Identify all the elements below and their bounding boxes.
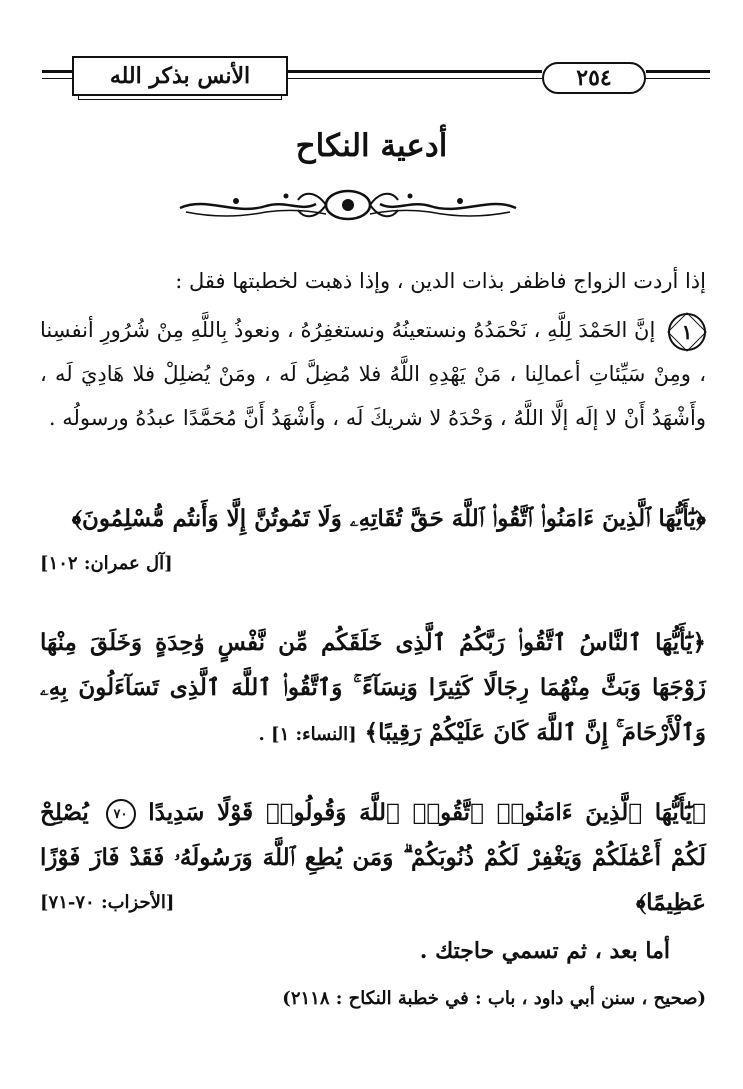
verse-number-marker: ٧٠	[106, 799, 136, 829]
verse-text-continued: يُصْلِحْ لَكُمْ أَعْمَٰلَكُمْ وَيَغْفِرْ لَكُمْ ذُنُوبَكُمْ ۗ وَمَن يُطِعِ ٱللَّهَ وَرَسُولَهُۥ فَقَدْ فَازَ فَوْزًا عَظِيمًا﴾	[40, 799, 706, 916]
source-citation: (صحيح ، سنن أبي داود ، باب : في خطبة النكاح : ٢١١٨)	[282, 988, 706, 1009]
closing-line: أما بعد ، ثم تسمي حاجتك .	[419, 938, 670, 964]
header-rule-right-thin	[646, 78, 710, 79]
header-rule-left-thin	[42, 78, 72, 79]
hadith-text: إنَّ الحَمْدَ لِلَّهِ ، نَحْمَدُهُ ونستعينُهُ ونستغفِرُهُ ، ونعوذُ بِاللَّهِ مِنْ شُرُورِ أنفسِنا ، ومِنْ سَيِّئاتِ أعمالِنا ، مَنْ يَهْدِهِ اللَّهُ فلا مُضِلَّ لَه ، ومَنْ يُضلِلْ فلا هَادِيَ لَه ، وأَشْهَدُ أَنْ لا إلَه إلَّا اللَّهُ ، وَحْدَهُ لا شريكَ لَه ، وأَشْهَدُ أَنَّ مُحَمَّدًا عبدُهُ ورسولُه .	[40, 318, 706, 430]
header-rule-left	[42, 70, 72, 73]
header-rule-middle	[284, 70, 542, 73]
page-header	[42, 56, 710, 96]
ornament-divider-icon	[176, 186, 520, 224]
verse-text: ﴿يَٰٓأَيُّهَا ٱلَّذِينَ ءَامَنُوا۟ ٱتَّقُوا۟ ٱللَّهَ حَقَّ تُقَاتِهِۦ وَلَا تَمُوتُنَّ إِلَّا وَأَنتُم مُّسْلِمُونَ﴾	[71, 505, 706, 532]
verse-text: ﴿يَٰٓأَيُّهَا ٱلَّذِينَ ءَامَنُوا۟ ٱتَّقُوا۟ ٱللَّهَ وَقُولُوا۟ قَوْلًا سَدِيدًا	[148, 799, 706, 826]
intro-paragraph	[40, 260, 706, 303]
hadith-number-badge	[668, 313, 706, 351]
verse-reference: [آل عمران: ١٠٢]	[40, 553, 173, 574]
verse-reference: [الأحزاب: ٧٠-٧١]	[40, 892, 175, 913]
hadith-block	[40, 308, 706, 440]
verse-an-nisa	[40, 620, 706, 757]
intro-text: إذا أردت الزواج فاظفر بذات الدين ، وإذا ذهبت لخطبتها فقل :	[175, 269, 706, 293]
header-rule-middle-thin	[284, 78, 542, 79]
verse-al-ahzab	[40, 790, 706, 925]
verse-reference: [النساء: ١] .	[258, 724, 357, 745]
book-title: الأنس بذكر الله	[72, 56, 288, 96]
chapter-title: أدعية النكاح	[295, 128, 448, 164]
verse-text: ﴿يَٰٓأَيُّهَا ٱلنَّاسُ ٱتَّقُوا۟ رَبَّكُمُ ٱلَّذِى خَلَقَكُم مِّن نَّفْسٍ وَٰحِدَةٍ وَخَلَقَ مِنْهَا زَوْجَهَا وَبَثَّ مِنْهُمَا رِجَالًا كَثِيرًا وَنِسَآءً ۚ وَٱتَّقُوا۟ ٱللَّهَ ٱلَّذِى تَسَآءَلُونَ بِهِۦ وَٱلْأَرْحَامَ ۚ إِنَّ ٱللَّهَ كَانَ عَلَيْكُمْ رَقِيبًا﴾	[40, 629, 706, 746]
hadith-number: ١	[681, 319, 693, 344]
page-number: ٢٥٤	[542, 62, 646, 94]
header-rule-right	[646, 70, 710, 73]
verse-ali-imran	[40, 496, 706, 586]
